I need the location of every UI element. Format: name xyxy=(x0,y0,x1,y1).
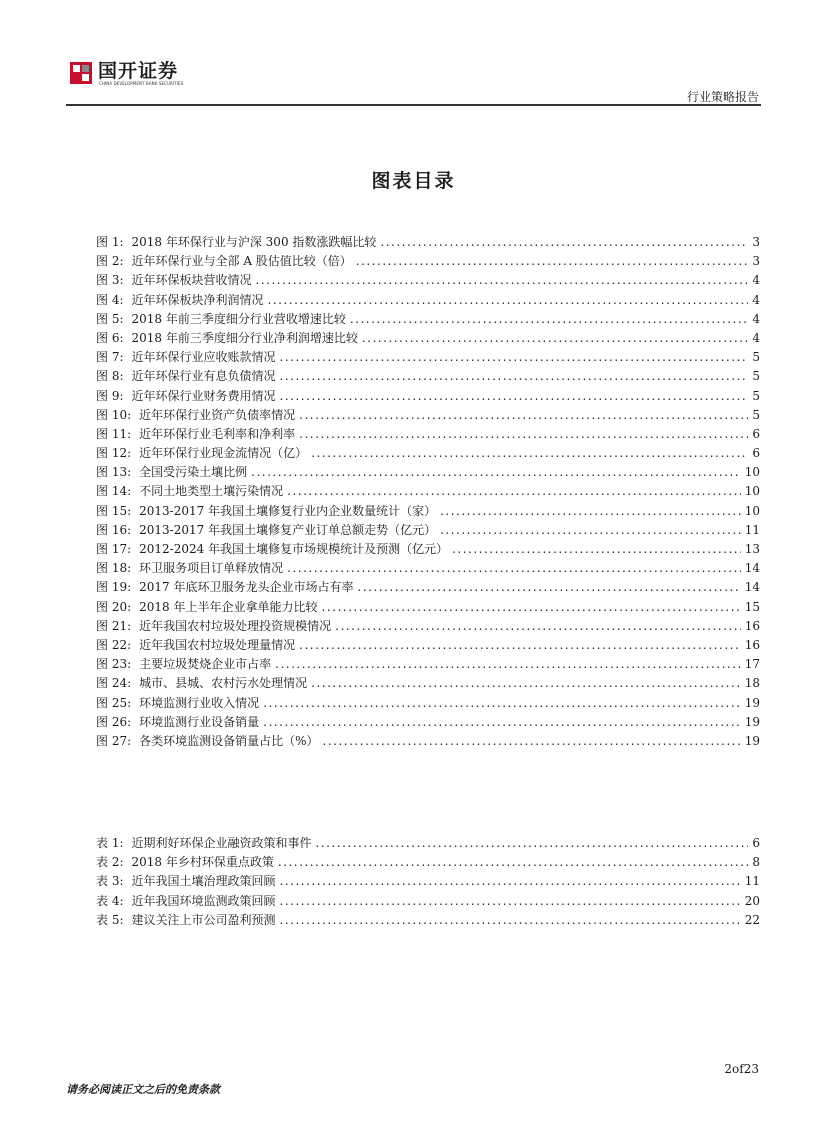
figure-entry[interactable] xyxy=(96,463,760,482)
figure-page-number: 10 xyxy=(744,465,760,480)
dot-leader xyxy=(311,444,748,463)
figure-title xyxy=(96,367,276,386)
dot-leader xyxy=(362,329,749,348)
figure-caption: 2017 年底环卫服务龙头企业市场占有率 xyxy=(139,580,354,595)
table-caption: 近年我国土壤治理政策回顾 xyxy=(131,874,276,889)
figure-number: 图 22: xyxy=(96,637,132,652)
brand-logo xyxy=(70,60,190,88)
figure-entry[interactable] xyxy=(96,406,760,425)
figure-caption: 近年我国农村垃圾处理投资规模情况 xyxy=(139,618,332,633)
figure-title xyxy=(96,655,271,674)
figure-entry[interactable] xyxy=(96,617,760,636)
figure-entry[interactable] xyxy=(96,310,760,329)
figure-page-number: 4 xyxy=(752,330,760,345)
figure-number: 图 8: xyxy=(96,369,124,384)
brand-logo-icon xyxy=(70,62,92,84)
figure-entry[interactable] xyxy=(96,636,760,655)
figure-entry[interactable] xyxy=(96,348,760,367)
figure-caption: 近年环保行业应收账款情况 xyxy=(131,350,276,365)
figure-number: 图 10: xyxy=(96,407,132,422)
figure-page-number: 4 xyxy=(752,273,760,288)
figure-page-number: 6 xyxy=(752,426,760,441)
dot-leader xyxy=(335,617,741,636)
dot-leader xyxy=(268,291,749,310)
figure-title xyxy=(96,502,436,521)
figure-caption: 2013-2017 年我国土壤修复行业内企业数量统计（家） xyxy=(139,503,437,518)
figure-entry[interactable] xyxy=(96,291,760,310)
figure-entry[interactable] xyxy=(96,502,760,521)
dot-leader xyxy=(251,463,741,482)
dot-leader xyxy=(275,655,741,674)
dot-leader xyxy=(278,853,749,872)
figure-entry[interactable] xyxy=(96,674,760,693)
figure-entry[interactable] xyxy=(96,367,760,386)
table-number: 表 4: xyxy=(96,893,124,908)
table-title xyxy=(96,834,312,853)
figure-number: 图 16: xyxy=(96,522,132,537)
figure-number: 图 13: xyxy=(96,465,132,480)
page-title: 图表目录 xyxy=(371,170,456,192)
figure-entry[interactable] xyxy=(96,578,760,597)
dot-leader xyxy=(280,872,741,891)
figure-title xyxy=(96,598,318,617)
figure-title xyxy=(96,559,283,578)
figure-page-number: 5 xyxy=(752,407,760,422)
dot-leader xyxy=(358,578,741,597)
figure-page-number: 10 xyxy=(744,484,760,499)
figure-number: 图 4: xyxy=(96,292,124,307)
figure-page-number: 16 xyxy=(744,618,760,633)
table-entry[interactable] xyxy=(96,834,760,853)
dot-leader xyxy=(350,310,749,329)
table-entry[interactable] xyxy=(96,892,760,911)
figure-caption: 2018 年前三季度细分行业营收增速比较 xyxy=(131,311,346,326)
dot-leader xyxy=(280,387,749,406)
figure-entry[interactable] xyxy=(96,252,760,271)
figure-entry[interactable] xyxy=(96,387,760,406)
figure-page-number: 18 xyxy=(744,676,760,691)
figure-title xyxy=(96,444,307,463)
figure-page-number: 16 xyxy=(744,637,760,652)
figure-title xyxy=(96,310,346,329)
table-page-number: 22 xyxy=(744,912,760,927)
figure-title xyxy=(96,252,352,271)
table-caption: 近年我国环境监测政策回顾 xyxy=(131,893,276,908)
figure-entry[interactable] xyxy=(96,521,760,540)
figure-caption: 2013-2017 年我国土壤修复产业订单总额走势（亿元） xyxy=(139,522,437,537)
figure-page-number: 5 xyxy=(752,350,760,365)
figure-number: 图 3: xyxy=(96,273,124,288)
figure-caption: 城市、县城、农村污水处理情况 xyxy=(139,676,308,691)
table-entry[interactable] xyxy=(96,872,760,891)
figure-title xyxy=(96,291,264,310)
dot-leader xyxy=(263,694,741,713)
figure-entry[interactable] xyxy=(96,694,760,713)
figure-page-number: 6 xyxy=(752,446,760,461)
figure-page-number: 4 xyxy=(752,311,760,326)
dot-leader xyxy=(311,674,741,693)
figure-entry[interactable] xyxy=(96,271,760,290)
figure-number: 图 23: xyxy=(96,657,132,672)
figure-number: 图 18: xyxy=(96,561,132,576)
dot-leader xyxy=(299,425,748,444)
figure-title xyxy=(96,425,295,444)
figure-caption: 近年环保板块净利润情况 xyxy=(131,292,264,307)
figure-entry[interactable] xyxy=(96,598,760,617)
brand-subtitle: CHINA DEVELOPMENT BANK SECURITIES xyxy=(99,81,184,86)
dot-leader xyxy=(452,540,741,559)
figure-caption: 近年环保行业资产负债率情况 xyxy=(139,407,296,422)
figure-caption: 全国受污染土壤比例 xyxy=(139,465,248,480)
figure-page-number: 5 xyxy=(752,369,760,384)
figure-page-number: 13 xyxy=(744,542,760,556)
table-entry[interactable] xyxy=(96,911,760,930)
figure-title xyxy=(96,271,252,290)
table-number: 表 3: xyxy=(96,874,124,889)
figure-entry[interactable] xyxy=(96,329,760,348)
figure-entry[interactable] xyxy=(96,233,760,252)
table-title xyxy=(96,911,276,930)
figure-entry[interactable] xyxy=(96,559,760,578)
figure-page-number: 4 xyxy=(752,292,760,307)
figure-title xyxy=(96,674,307,693)
figure-number: 图 26: xyxy=(96,714,132,729)
figure-number: 图 21: xyxy=(96,618,132,633)
table-title xyxy=(96,892,276,911)
table-title xyxy=(96,872,276,891)
dot-leader xyxy=(263,713,741,732)
figure-entry[interactable] xyxy=(96,425,760,444)
figure-number: 图 19: xyxy=(96,580,132,595)
figure-number: 图 5: xyxy=(96,311,124,326)
figure-page-number: 3 xyxy=(752,254,760,269)
table-page-number: 6 xyxy=(752,836,760,850)
dot-leader xyxy=(299,406,748,425)
report-type: 行业策略报告 xyxy=(686,90,759,104)
brand-name: 国开证券 xyxy=(98,60,179,82)
figure-number: 图 9: xyxy=(96,388,124,403)
figure-caption: 不同土地类型土壤污染情况 xyxy=(139,484,284,499)
dot-leader xyxy=(280,911,741,930)
figure-page-number: 17 xyxy=(744,657,760,672)
figure-entry[interactable] xyxy=(96,713,760,732)
dot-leader xyxy=(356,252,749,271)
figure-entry[interactable] xyxy=(96,444,760,463)
figure-title xyxy=(96,348,276,367)
dot-leader xyxy=(323,732,741,751)
figure-caption: 2018 年前三季度细分行业净利润增速比较 xyxy=(131,330,358,345)
figure-number: 图 11: xyxy=(96,426,132,441)
figure-entry[interactable] xyxy=(96,732,760,751)
figure-page-number: 19 xyxy=(744,733,760,748)
figure-caption: 各类环境监测设备销量占比（%） xyxy=(139,733,319,748)
figure-title xyxy=(96,636,295,655)
figure-number: 图 6: xyxy=(96,330,124,345)
figure-page-number: 14 xyxy=(744,580,760,595)
figure-title xyxy=(96,694,259,713)
figure-number: 图 12: xyxy=(96,446,132,461)
figure-number: 图 17: xyxy=(96,542,132,556)
figure-list xyxy=(96,233,760,751)
figure-caption: 2012-2024 年我国土壤修复市场规模统计及预测（亿元） xyxy=(139,542,449,556)
figure-number: 图 25: xyxy=(96,695,132,710)
figure-page-number: 10 xyxy=(744,503,760,518)
dot-leader xyxy=(280,892,741,911)
figure-page-number: 5 xyxy=(752,388,760,403)
dot-leader xyxy=(280,367,749,386)
dot-leader xyxy=(287,482,741,501)
figure-number: 图 20: xyxy=(96,599,132,614)
figure-title xyxy=(96,540,448,559)
figure-number: 图 14: xyxy=(96,484,132,499)
dot-leader xyxy=(280,348,749,367)
dot-leader xyxy=(440,521,741,540)
figure-entry[interactable] xyxy=(96,482,760,501)
table-number: 表 5: xyxy=(96,912,124,927)
table-page-number: 20 xyxy=(744,893,760,908)
table-number: 表 2: xyxy=(96,855,124,870)
figure-title xyxy=(96,233,376,252)
figure-number: 图 27: xyxy=(96,733,132,748)
figure-title xyxy=(96,732,319,751)
figure-caption: 2018 年上半年企业拿单能力比较 xyxy=(139,599,318,614)
figure-page-number: 15 xyxy=(744,599,760,614)
figure-page-number: 3 xyxy=(752,235,760,249)
figure-number: 图 1: xyxy=(96,235,124,249)
figure-page-number: 14 xyxy=(744,561,760,576)
figure-title xyxy=(96,521,436,540)
figure-caption: 2018 年环保行业与沪深 300 指数涨跌幅比较 xyxy=(131,235,377,249)
figure-title xyxy=(96,387,276,406)
header-divider xyxy=(66,104,761,106)
figure-entry[interactable] xyxy=(96,655,760,674)
figure-number: 图 15: xyxy=(96,503,132,518)
figure-page-number: 11 xyxy=(744,522,760,537)
figure-title xyxy=(96,463,247,482)
table-caption: 2018 年乡村环保重点政策 xyxy=(131,855,274,870)
table-title xyxy=(96,853,274,872)
figure-number: 图 2: xyxy=(96,254,124,269)
dot-leader xyxy=(256,271,749,290)
table-page-number: 11 xyxy=(744,874,760,889)
figure-page-number: 19 xyxy=(744,714,760,729)
dot-leader xyxy=(287,559,741,578)
page-number: 2of23 xyxy=(724,1062,759,1076)
figure-caption: 环境监测行业收入情况 xyxy=(139,695,260,710)
figure-title xyxy=(96,406,295,425)
dot-leader xyxy=(316,834,749,853)
figure-caption: 近年环保行业财务费用情况 xyxy=(131,388,276,403)
table-caption: 近期利好环保企业融资政策和事件 xyxy=(131,836,312,850)
figure-caption: 近年环保板块营收情况 xyxy=(131,273,252,288)
figure-title xyxy=(96,329,358,348)
figure-caption: 近年环保行业毛利率和净利率 xyxy=(139,426,296,441)
figure-caption: 主要垃圾焚烧企业市占率 xyxy=(139,657,272,672)
figure-caption: 环境监测行业设备销量 xyxy=(139,714,260,729)
dot-leader xyxy=(440,502,741,521)
figure-caption: 环卫服务项目订单释放情况 xyxy=(139,561,284,576)
figure-number: 图 7: xyxy=(96,350,124,365)
figure-caption: 近年我国农村垃圾处理量情况 xyxy=(139,637,296,652)
figure-title xyxy=(96,617,331,636)
disclaimer: 请务必阅读正文之后的免责条款 xyxy=(66,1083,220,1096)
figure-title xyxy=(96,713,259,732)
figure-entry[interactable] xyxy=(96,540,760,559)
figure-page-number: 19 xyxy=(744,695,760,710)
dot-leader xyxy=(299,636,741,655)
table-number: 表 1: xyxy=(96,836,124,850)
figure-caption: 近年环保行业有息负债情况 xyxy=(131,369,276,384)
figure-number: 图 24: xyxy=(96,676,132,691)
table-list xyxy=(96,834,760,930)
table-entry[interactable] xyxy=(96,853,760,872)
figure-title xyxy=(96,578,354,597)
table-caption: 建议关注上市公司盈利预测 xyxy=(131,912,276,927)
dot-leader xyxy=(322,598,741,617)
table-page-number: 8 xyxy=(752,855,760,870)
figure-caption: 近年环保行业与全部 A 股估值比较（倍） xyxy=(131,254,352,269)
figure-title xyxy=(96,482,283,501)
figure-caption: 近年环保行业现金流情况（亿） xyxy=(139,446,308,461)
dot-leader xyxy=(380,233,748,252)
